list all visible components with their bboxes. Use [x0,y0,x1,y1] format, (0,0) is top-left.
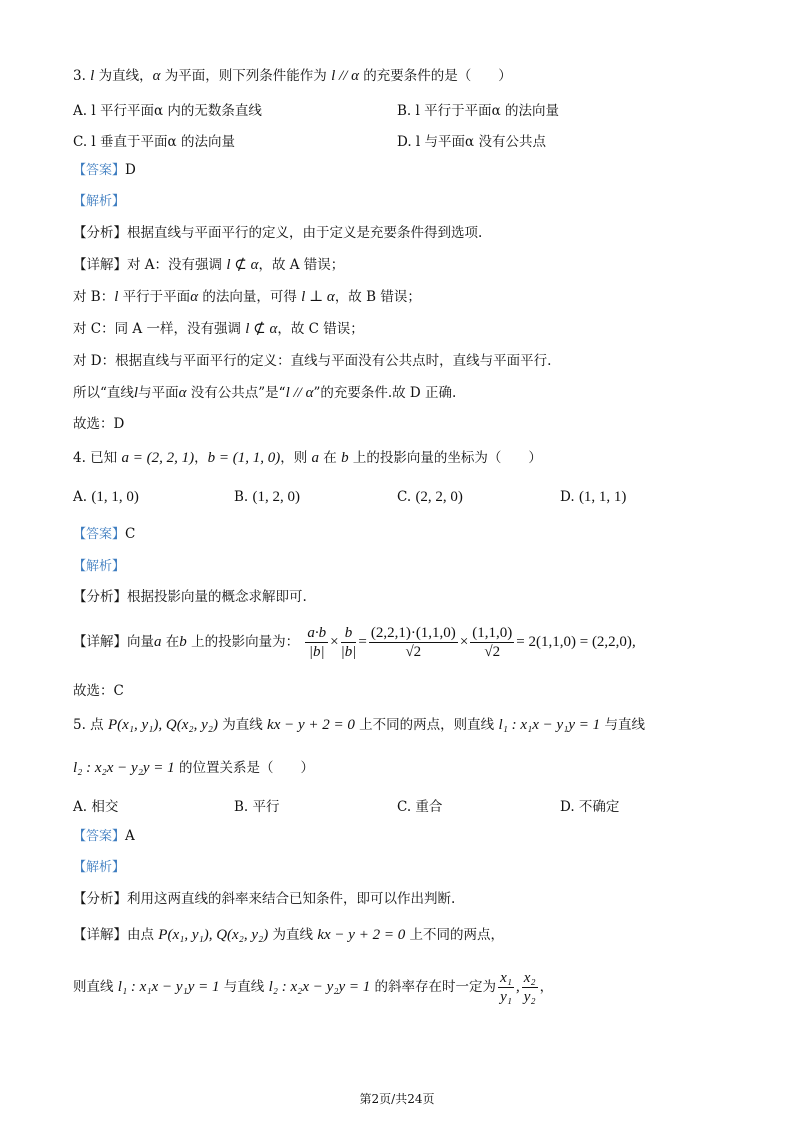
detail-text: 对 C：同 A 一样，没有强调 [73,321,246,337]
detail-text: 平行于平面 [118,289,191,305]
detail-text: ，故 B 错误； [334,289,421,305]
option-value: (1, 1, 1) [578,489,627,505]
symbol-l: l [90,68,95,84]
fraction-dot-product-over-root2 [369,624,458,661]
math-result: = 2(1,1,0) = (2,2,0) [516,634,632,650]
math-l-perp-alpha: l ⊥ α [301,289,335,305]
q3-option-a: A. l 平行平面α 内的无数条直线 [73,103,262,119]
xiangjie-tag: 【详解】 [73,927,127,943]
q3-stem-text: 为直线， [94,68,153,84]
q3-stem-text: 为平面，则下列条件能作为 [160,68,332,84]
fraction-denominator: y₁ [500,989,512,1005]
q3-conclusion [73,384,456,402]
answer-tag: 【答案】 [73,527,126,542]
detail-text: 所以“直线 [73,385,134,401]
fenxi-tag: 【分析】 [73,589,127,605]
q3-detail-c [73,320,364,338]
q5-option-d: D. 不确定 [560,799,620,815]
q5-stem-text: 的位置关系是（ ） [174,760,314,776]
q4-stem-text: ，则 [280,450,312,466]
answer-value: D [125,162,136,178]
q4-option-a [73,489,139,506]
math-l-parallel-alpha: l // α [331,68,359,84]
q5-option-b: B. 平行 [234,799,280,815]
analysis-tag: 【解析】 [73,860,126,875]
detail-text: 则直线 [73,979,118,995]
q4-stem-text: 在 [319,450,342,466]
q4-stem-text: 上的投影向量的坐标为（ ） [348,450,542,466]
q3-option-c: C. l 垂直于平面α 的法向量 [73,134,235,150]
fraction-numerator: b [341,624,357,643]
q4-stem-text: ， [194,450,208,466]
symbol-alpha: α [190,289,199,305]
symbol-l: l [133,385,139,401]
page-number: 第2页/共24页 [359,1092,435,1106]
detail-text: ，故 A 错误； [258,257,345,273]
symbol-vector-b: b [179,634,187,650]
q5-analysis-tag [73,858,125,877]
fraction-numerator: a·b [307,625,327,641]
answer-value: A [125,828,135,844]
detail-text: 的法向量，可得 [198,289,302,305]
detail-text: 由点 [127,927,159,943]
math-line-equation: kx − y + 2 = 0 [267,717,355,733]
option-label: A. [73,489,88,505]
q3-choose: 故选：D [73,416,125,432]
answer-tag: 【答案】 [73,829,126,844]
q5-stem-text: 为直线 [217,717,268,733]
fenxi-text: 利用这两直线的斜率来结合已知条件，即可以作出判断. [127,891,456,907]
math-line-l1: l₁ : x₁x − y₁y = 1 [498,717,601,733]
q5-detail-line1 [73,926,504,944]
q4-answer [73,525,135,544]
option-value: (1, 2, 0) [252,489,301,505]
detail-text: 与平面 [138,385,179,401]
math-points-pq: P(x₁, y₁), Q(x₂, y₂) [158,927,269,943]
math-l-not-in-alpha: l ⊄ α [226,257,259,273]
detail-text: ， [539,979,554,995]
detail-text: ，故 C 错误； [277,321,364,337]
q4-fenxi [73,588,307,606]
q4-stem-text: 4. 已知 [73,450,122,466]
q4-detail: 【详解】向量a 在b 上的投影向量为： $\frac{a\cdot b}{|b|}$ × $\frac{b}{|b|}$ = $\frac{(2,2,1)\cdot(1,1,0)}{√2}$ × $\frac{(1,1,0)}{√2}$ = 2(1,1,0) = (2,2,0), [73,625,636,660]
fraction-denominator: √2 [484,644,501,660]
math-l-parallel-alpha: l // α [285,385,314,401]
detail-text: 对 A：没有强调 [127,257,227,273]
fenxi-tag: 【分析】 [73,891,127,907]
math-line-l2: l₂ : x₂x − y₂y = 1 [73,760,175,776]
xiangjie-tag: 【详解】 [73,257,127,273]
detail-text: 上的投影向量为： [186,634,300,650]
fraction-vector-over-root2 [470,624,514,661]
q4-option-d [560,489,626,506]
math-vector-a: a = (2, 2, 1) [121,450,195,466]
fraction-denominator: |b| [308,644,325,660]
detail-text: 的斜率存在时一定为 [370,979,497,995]
math-line-equation: kx − y + 2 = 0 [317,927,406,943]
answer-tag: 【答案】 [73,163,126,178]
math-points-pq: P(x₁, y₁), Q(x₂, y₂) [107,717,218,733]
q4-option-c [397,489,463,506]
fraction-b-over-b [341,624,357,661]
symbol-alpha: α [152,68,161,84]
q5-stem-text: 5. 点 [73,717,108,733]
detail-text: 向量 [127,634,154,650]
option-label: D. [560,489,575,505]
q3-detail-a [73,256,344,274]
fraction-denominator: |b| [340,644,357,660]
q4-choose: 故选：C [73,683,124,699]
q3-option-b: B. l 平行于平面α 的法向量 [397,103,560,119]
q5-detail-line2 [73,966,553,1008]
detail-text: 为直线 [268,927,318,943]
fenxi-text: 根据投影向量的概念求解即可. [127,589,307,605]
q5-option-a: A. 相交 [73,799,119,815]
math-vector-b: b = (1, 1, 0) [207,450,281,466]
math-line-l2: l₂ : x₂x − y₂y = 1 [268,979,371,995]
q5-stem-text: 与直线 [600,717,645,733]
detail-text: ”的充要条件.故 D 正确. [313,385,457,401]
q3-fenxi [73,224,482,242]
q3-detail-b [73,288,421,306]
symbol-l: l [114,289,119,305]
detail-text: 在 [161,634,180,650]
q5-fenxi [73,890,455,908]
q3-answer [73,161,136,180]
symbol-vector-a: a [154,634,162,650]
option-label: B. [234,489,249,505]
detail-text: 没有公共点”是“ [186,385,286,401]
detail-text: 对 B： [73,289,115,305]
q5-stem-text: 上不同的两点，则直线 [354,717,499,733]
separator: , [515,979,520,995]
symbol-vector-a: a [311,450,320,466]
fenxi-text: 根据直线与平面平行的定义，由于定义是充要条件得到选项. [127,225,483,241]
detail-text: 与直线 [219,979,269,995]
fraction-numerator: x₂ [523,970,536,986]
fraction-numerator: (1,1,0) [472,625,513,641]
q5-option-c: C. 重合 [397,799,443,815]
fraction-denominator: √2 [405,644,422,660]
analysis-tag: 【解析】 [73,559,126,574]
xiangjie-tag: 【详解】 [73,634,127,650]
q3-stem [73,67,512,85]
math-line-l1: l₁ : x₁x − y₁y = 1 [117,979,220,995]
q3-number: 3. [73,68,91,84]
q5-stem-line1 [73,716,645,734]
analysis-tag: 【解析】 [73,194,126,209]
q5-stem-line2 [73,759,314,777]
q5-answer [73,827,135,846]
math-l-not-in-alpha: l ⊄ α [245,321,278,337]
symbol-vector-b: b [341,450,349,466]
q4-analysis-tag [73,557,125,576]
q3-analysis-tag [73,192,125,211]
answer-value: C [125,526,136,542]
option-label: C. [397,489,412,505]
option-value: (1, 1, 0) [91,489,139,505]
symbol-alpha: α [178,385,187,401]
q4-stem [73,449,542,467]
option-value: (2, 2, 0) [415,489,463,505]
detail-text: 上不同的两点， [405,927,504,943]
fraction-slope-2 [522,969,538,1006]
q4-option-b [234,489,300,506]
q3-detail-d: 对 D：根据直线与平面平行的定义：直线与平面没有公共点时，直线与平面平行. [73,353,552,369]
q3-stem-text: 的充要条件的是（ ） [359,68,512,84]
q3-option-d: D. l 与平面α 没有公共点 [397,134,546,150]
fraction-numerator: (2,2,1)·(1,1,0) [370,625,456,641]
fraction-a-dot-b-over-b [305,624,328,661]
fraction-slope-1 [498,969,514,1006]
fraction-denominator: y₂ [523,989,536,1005]
fenxi-tag: 【分析】 [73,225,127,241]
fraction-numerator: x₁ [500,970,512,986]
